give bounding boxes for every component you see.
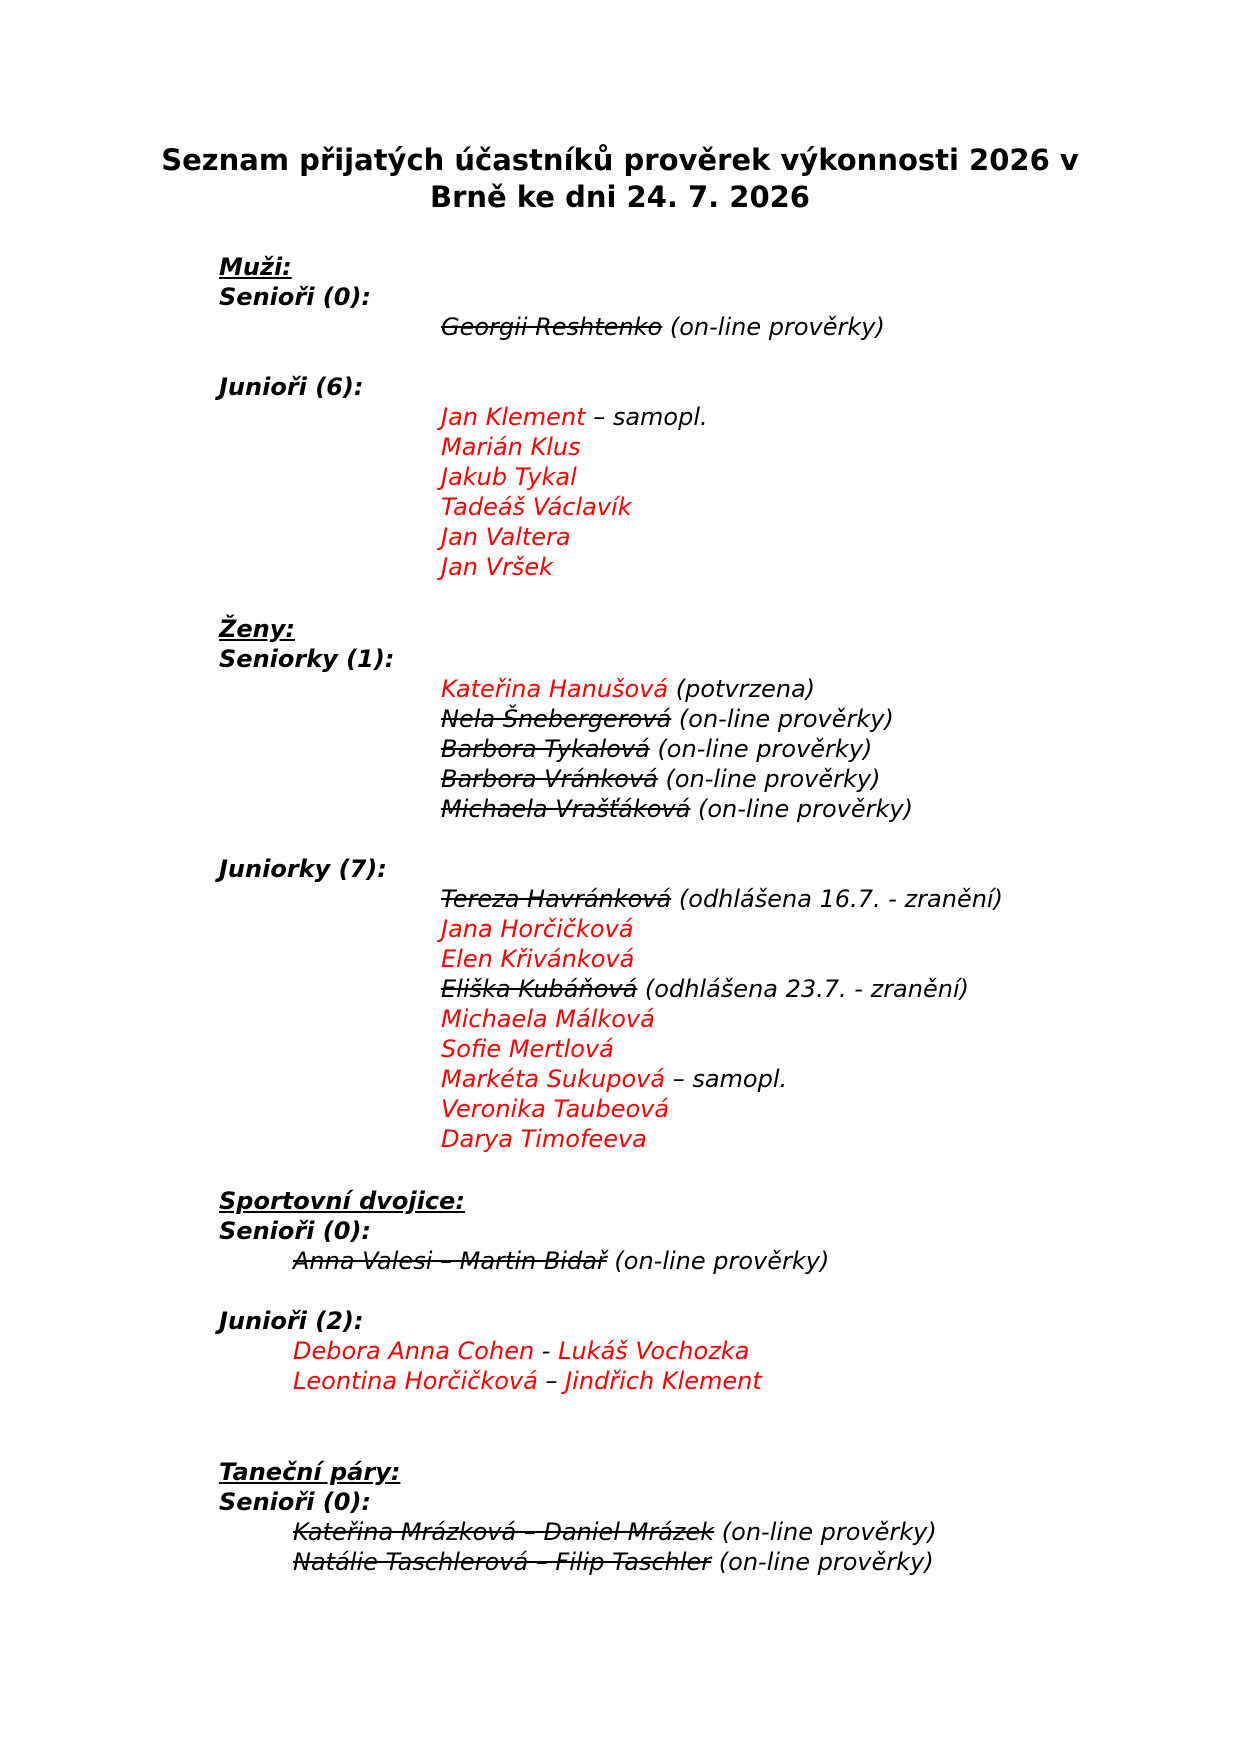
list-item: Jana Horčičková <box>441 915 634 943</box>
pairs-juniors-heading: Junioři (2): <box>219 1307 364 1335</box>
list-item: Georgii Reshtenko (on-line prověrky) <box>441 313 885 341</box>
list-item: Kateřina Hanušová (potvrzena) <box>441 675 816 703</box>
category-dance: Taneční páry: <box>219 1458 401 1486</box>
men-juniors-heading: Junioři (6): <box>219 373 364 401</box>
category-men: Muži: <box>219 253 292 281</box>
title-line-1: Seznam přijatých účastníků prověrek výkonnosti 2026 v <box>161 143 1079 177</box>
document-title <box>0 142 1240 216</box>
list-item: Darya Timofeeva <box>441 1125 647 1153</box>
dance-seniors-heading: Senioři (0): <box>219 1488 372 1516</box>
list-item: Debora Anna Cohen - Lukáš Vochozka <box>293 1337 750 1365</box>
list-item: Nela Šnebergerová (on-line prověrky) <box>441 705 894 733</box>
list-item: Veronika Taubeová <box>441 1095 670 1123</box>
withdrawn-name: Georgii Reshtenko <box>441 313 663 341</box>
list-item: Natálie Taschlerová – Filip Taschler (on-line prověrky) <box>293 1548 934 1576</box>
list-item: Markéta Sukupová – samopl. <box>441 1065 788 1093</box>
list-item: Jan Vršek <box>441 553 554 581</box>
list-item: Michaela Vrašťáková (on-line prověrky) <box>441 795 913 823</box>
list-item: Sofie Mertlová <box>441 1035 614 1063</box>
list-item: Barbora Tykalová (on-line prověrky) <box>441 735 873 763</box>
women-seniors-heading: Seniorky (1): <box>219 645 395 673</box>
list-item: Barbora Vránková (on-line prověrky) <box>441 765 881 793</box>
list-item: Jan Klement – samopl. <box>441 403 708 431</box>
list-item: Michaela Málková <box>441 1005 655 1033</box>
pairs-seniors-heading: Senioři (0): <box>219 1217 372 1245</box>
list-item: Anna Valesi – Martin Bidař (on-line prověrky) <box>293 1247 830 1275</box>
men-seniors-heading: Senioři (0): <box>219 283 372 311</box>
list-item: Marián Klus <box>441 433 581 461</box>
women-juniors-heading: Juniorky (7): <box>219 855 387 883</box>
list-item: Kateřina Mrázková – Daniel Mrázek (on-line prověrky) <box>293 1518 937 1546</box>
list-item: Tadeáš Václavík <box>441 493 632 521</box>
list-item: Jakub Tykal <box>441 463 577 491</box>
list-item: Eliška Kubáňová (odhlášena 23.7. - zranění) <box>441 975 969 1003</box>
category-women: Ženy: <box>219 615 296 643</box>
list-item: Tereza Havránková (odhlášena 16.7. - zranění) <box>441 885 1003 913</box>
list-item: Leontina Horčičková – Jindřich Klement <box>293 1367 762 1395</box>
category-pairs: Sportovní dvojice: <box>219 1187 465 1215</box>
list-item: Jan Valtera <box>441 523 571 551</box>
title-line-2: Brně ke dni 24. 7. 2026 <box>429 180 810 214</box>
list-item: Elen Křivánková <box>441 945 635 973</box>
